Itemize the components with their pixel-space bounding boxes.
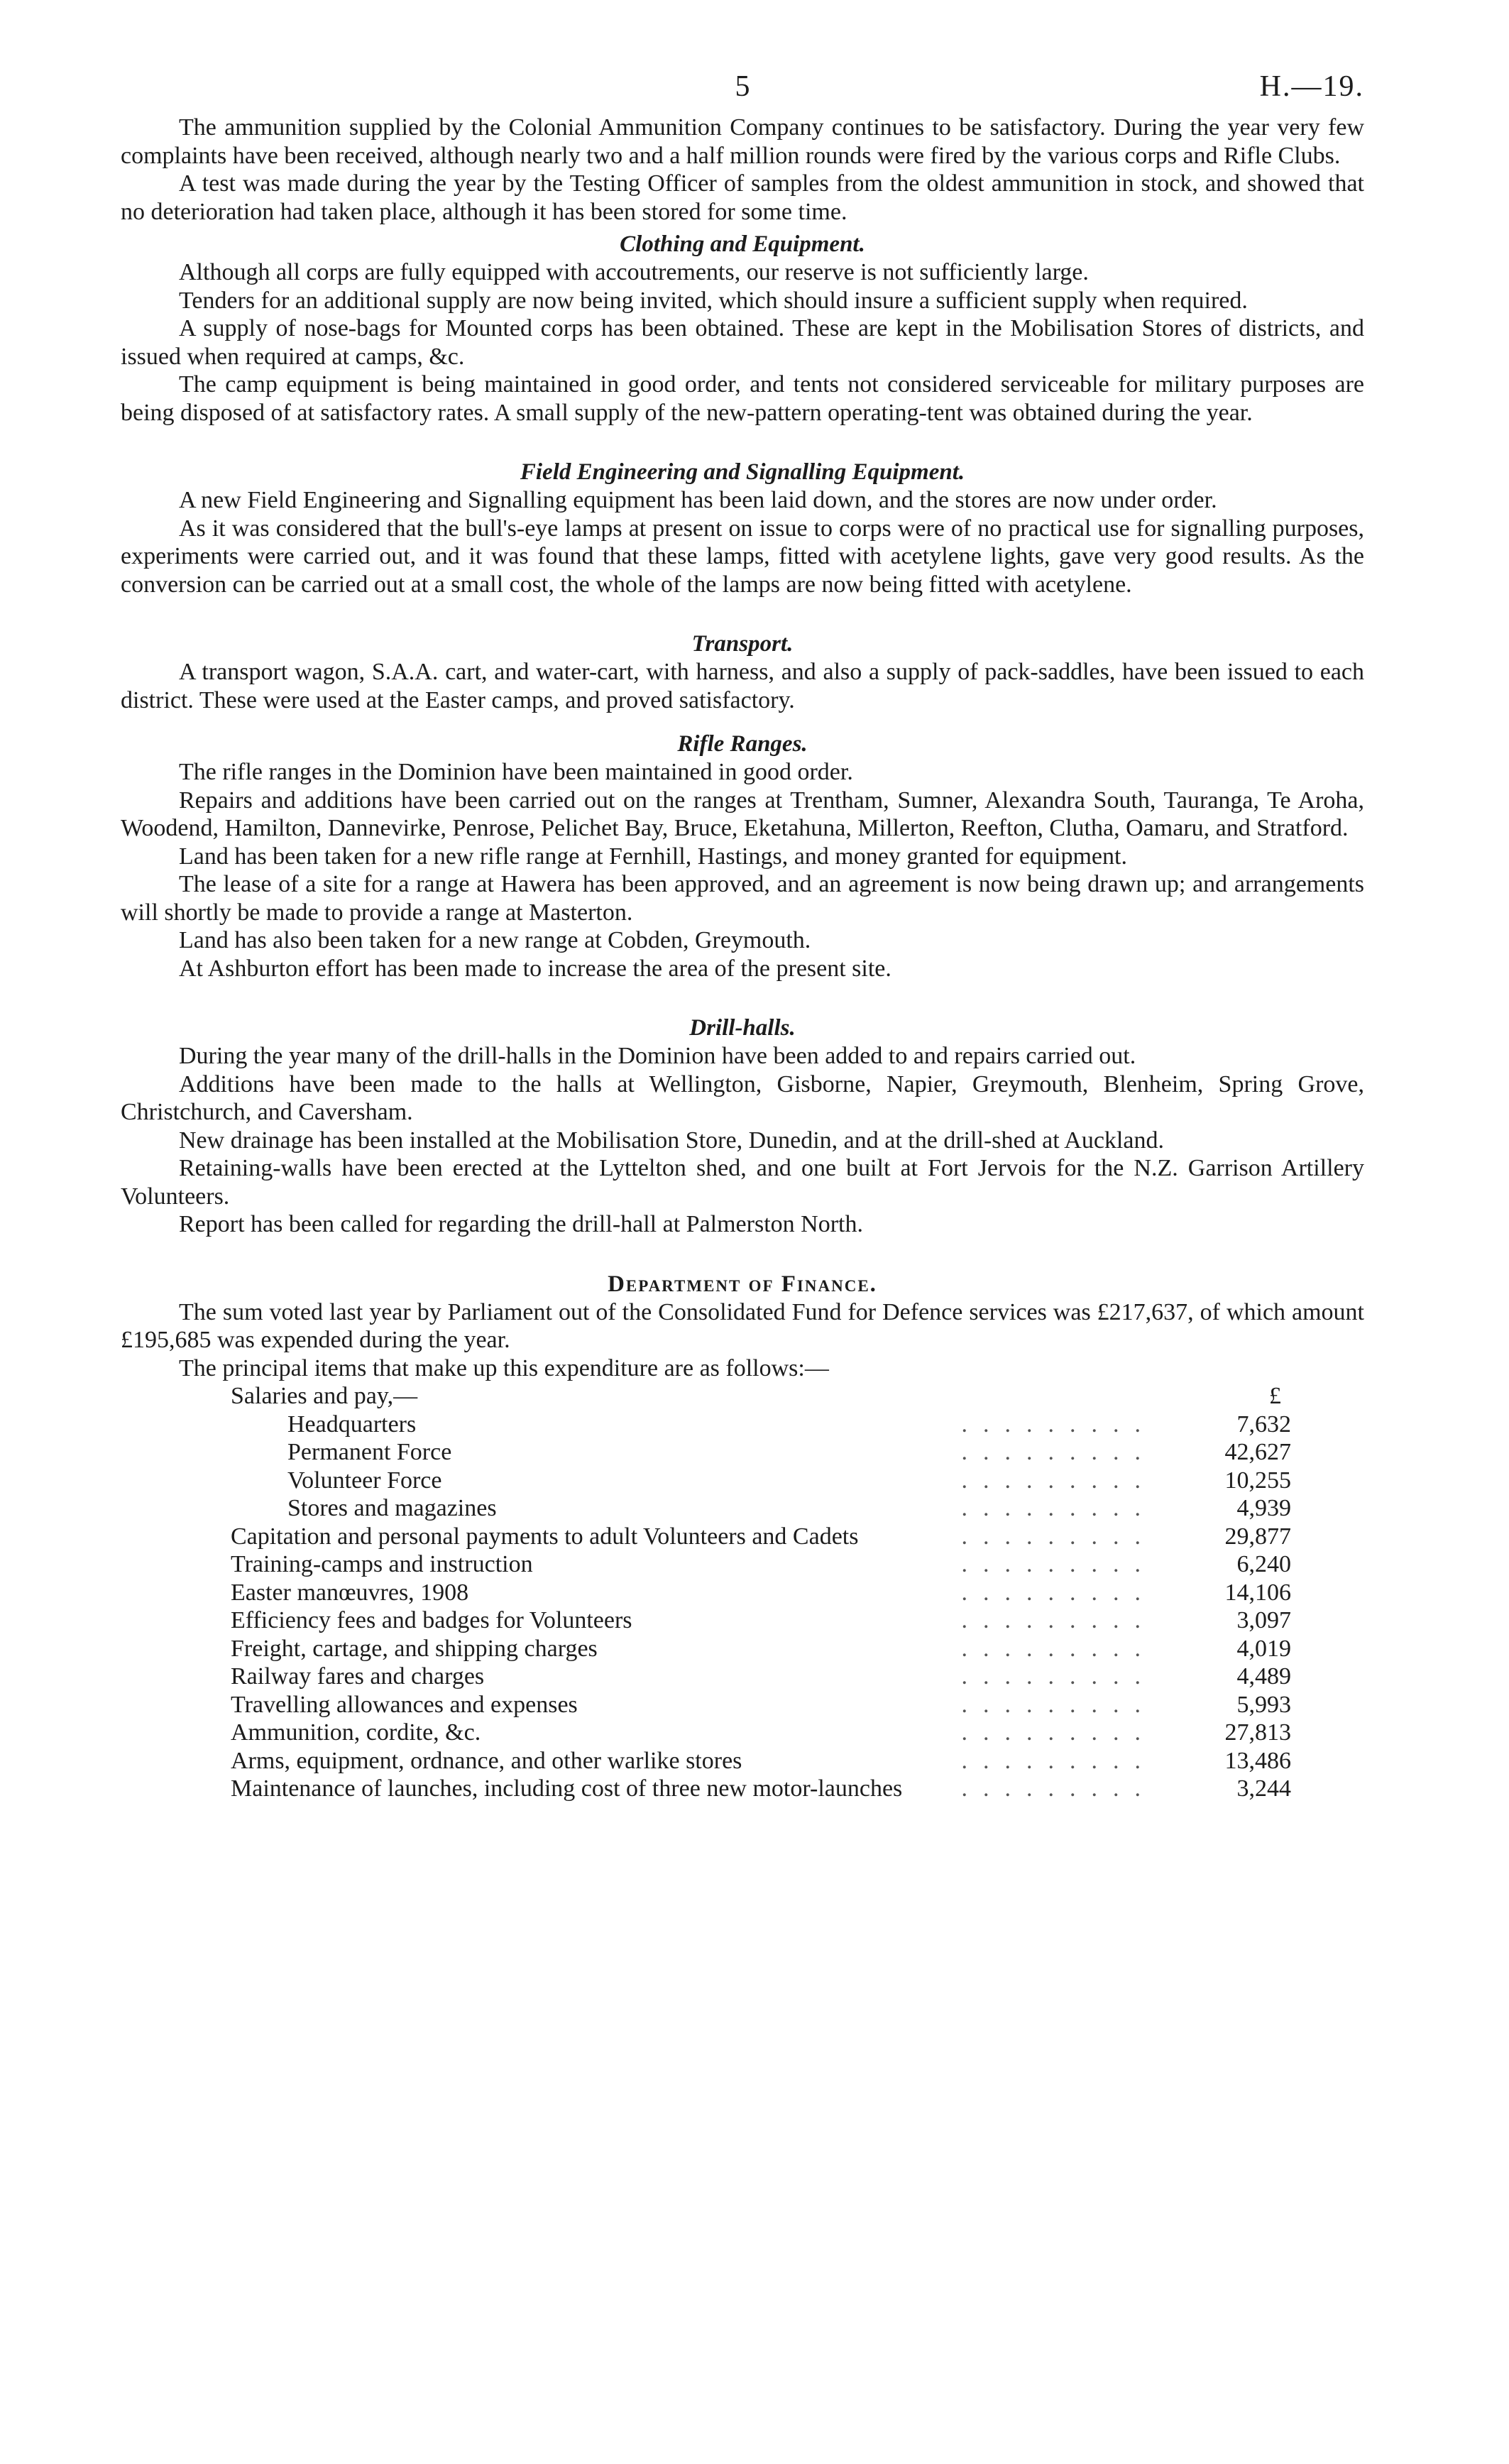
table-row: ......... Railway fares and charges 4,489 <box>231 1663 1291 1690</box>
table-row <box>231 1382 1291 1411</box>
section-heading: Department of Finance. <box>608 1271 877 1297</box>
paragraph: The lease of a site for a range at Hawera has been approved, and an agreement is now being drawn up; and arrangements will shortly be made to provide a range at Masterton. <box>121 871 1364 926</box>
section-heading: Transport. <box>691 631 794 657</box>
expenditure-label: Ammunition, cordite, &c. <box>231 1719 488 1746</box>
expenditure-label: Permanent Force <box>287 1439 459 1465</box>
paragraph: A transport wagon, S.A.A. cart, and water-cart, with harness, and also a supply of pack-saddles, have been issued to each district. These were used at the Easter camps, and proved satisfactory. <box>121 659 1364 713</box>
clothing-equipment-section <box>121 230 1364 427</box>
paragraph: The sum voted last year by Parliament out of the Consolidated Fund for Defence services was £217,637, of which amount £195,685 was expended during the year. <box>121 1298 1364 1353</box>
paragraph: Additions have been made to the halls at Wellington, Gisborne, Napier, Greymouth, Blenheim, Spring Grove, Christchurch, and Caversham. <box>121 1071 1364 1125</box>
paragraph: The principal items that make up this expenditure are as follows:— <box>179 1354 829 1381</box>
paragraph: Report has been called for regarding the drill-hall at Palmerston North. <box>179 1211 863 1237</box>
table-row: ......... Efficiency fees and badges for Volunteers 3,097 <box>231 1607 1291 1633</box>
expenditure-label: Maintenance of launches, including cost of three new motor-launches <box>231 1775 909 1802</box>
section-heading: Rifle Ranges. <box>677 731 808 757</box>
table-row: ......... Training-camps and instruction 6,240 <box>231 1551 1291 1577</box>
expenditure-amount: 3,097 <box>1236 1607 1291 1633</box>
ammunition-section <box>121 114 1364 226</box>
table-row: ......... Maintenance of launches, including cost of three new motor-launches 3,244 <box>231 1775 1291 1802</box>
expenditure-label: Arms, equipment, ordnance, and other warlike stores <box>231 1748 749 1774</box>
expenditure-amount: 4,939 <box>1236 1495 1291 1521</box>
section-heading: Drill-halls. <box>689 1015 796 1041</box>
paragraph: A test was made during the year by the Testing Officer of samples from the oldest ammunition in stock, and showed that no deterioration had taken place, although it has been stored for some time. <box>121 170 1364 225</box>
expenditure-amount: 4,489 <box>1236 1663 1291 1690</box>
expenditure-label: Freight, cartage, and shipping charges <box>231 1636 605 1662</box>
table-row: ......... Ammunition, cordite, &c. 27,813 <box>231 1719 1291 1746</box>
expenditure-amount: 6,240 <box>1236 1551 1291 1577</box>
expenditure-amount: 14,106 <box>1224 1579 1291 1606</box>
expenditure-amount: 13,486 <box>1224 1747 1291 1774</box>
expenditure-table <box>231 1382 1291 1803</box>
expenditure-label: Capitation and personal payments to adult Volunteers and Cadets <box>231 1523 865 1550</box>
document-page <box>121 64 1364 1803</box>
expenditure-label: Volunteer Force <box>287 1467 449 1494</box>
expenditure-amount: 3,244 <box>1236 1775 1291 1802</box>
expenditure-label: Railway fares and charges <box>231 1663 491 1690</box>
expenditure-amount: 4,019 <box>1236 1635 1291 1662</box>
field-engineering-section <box>121 458 1364 598</box>
paragraph: The camp equipment is being maintained in good order, and tents not considered serviceable for military purposes are being disposed of at satisfactory rates. A small supply of the new-pattern operating-tent was obtained during the year. <box>121 371 1364 426</box>
rifle-ranges-section <box>121 730 1364 982</box>
finance-section <box>121 1270 1364 1803</box>
table-row: ......... Travelling allowances and expenses 5,993 <box>231 1691 1291 1718</box>
section-heading: Field Engineering and Signalling Equipment. <box>520 459 965 485</box>
expenditure-label: Headquarters <box>287 1411 423 1438</box>
expenditure-label: Easter manœuvres, 1908 <box>231 1579 476 1606</box>
paragraph: A supply of nose-bags for Mounted corps has been obtained. These are kept in the Mobilisation Stores of districts, and issued when required at camps, &c. <box>121 315 1364 370</box>
paragraph: Repairs and additions have been carried out on the ranges at Trentham, Sumner, Alexandra South, Tauranga, Te Aroha, Woodend, Hamilton, Dannevirke, Penrose, Pelichet Bay, Bruce, Eketahuna, Millerton, Reefton, Clutha, Oamaru, and Stratford. <box>121 787 1364 841</box>
paragraph: Land has been taken for a new rifle range at Fernhill, Hastings, and money granted for equipment. <box>179 843 1127 870</box>
expenditure-label: Travelling allowances and expenses <box>231 1692 585 1718</box>
table-row: ......... Headquarters 7,632 <box>287 1411 1291 1438</box>
expenditure-amount: 27,813 <box>1224 1719 1291 1746</box>
paragraph: Although all corps are fully equipped with accoutrements, our reserve is not sufficiently large. <box>179 259 1089 285</box>
paragraph: Tenders for an additional supply are now being invited, which should insure a sufficient supply when required. <box>179 287 1248 314</box>
expenditure-label: Efficiency fees and badges for Volunteers <box>231 1607 640 1633</box>
page-header <box>121 64 1364 114</box>
table-row: ......... Stores and magazines 4,939 <box>287 1495 1291 1521</box>
paragraph: As it was considered that the bull's-eye lamps at present on issue to corps were of no practical use for signalling purposes, experiments were carried out, and it was found that these lamps, fitted with acetylene lights, gave very good results. As the conversion can be carried out at a small cost, the whole of the lamps are now being fitted with acetylene. <box>121 515 1364 598</box>
transport-section <box>121 630 1364 714</box>
paragraph: At Ashburton effort has been made to increase the area of the present site. <box>179 955 891 982</box>
expenditure-group-label: Salaries and pay,— <box>231 1383 418 1409</box>
currency-symbol: £ <box>1269 1383 1281 1409</box>
paragraph: Land has also been taken for a new range at Cobden, Greymouth. <box>179 927 811 953</box>
page-number: 5 <box>735 70 750 103</box>
table-row: ......... Arms, equipment, ordnance, and other warlike stores 13,486 <box>231 1747 1291 1774</box>
paragraph: During the year many of the drill-halls in the Dominion have been added to and repairs carried out. <box>179 1043 1136 1069</box>
table-row: ......... Capitation and personal payments to adult Volunteers and Cadets 29,877 <box>231 1523 1291 1550</box>
paragraph: New drainage has been installed at the Mobilisation Store, Dunedin, and at the drill-shed at Auckland. <box>179 1127 1164 1154</box>
paragraph: Retaining-walls have been erected at the Lyttelton shed, and one built at Fort Jervois for the N.Z. Garrison Artillery Volunteers. <box>121 1155 1364 1210</box>
drill-halls-section <box>121 1014 1364 1239</box>
expenditure-label: Stores and magazines <box>287 1495 504 1521</box>
expenditure-amount: 7,632 <box>1236 1411 1291 1438</box>
paragraph: The rifle ranges in the Dominion have been maintained in good order. <box>179 759 853 785</box>
expenditure-amount: 29,877 <box>1224 1523 1291 1550</box>
paragraph: A new Field Engineering and Signalling equipment has been laid down, and the stores are now under order. <box>179 487 1217 513</box>
expenditure-label: Training-camps and instruction <box>231 1551 540 1577</box>
table-row: ......... Volunteer Force 10,255 <box>287 1467 1291 1494</box>
expenditure-amount: 42,627 <box>1224 1439 1291 1465</box>
document-reference: H.—19. <box>1259 70 1364 103</box>
expenditure-amount: 5,993 <box>1236 1691 1291 1718</box>
table-row: ......... Easter manœuvres, 1908 14,106 <box>231 1579 1291 1606</box>
section-heading: Clothing and Equipment. <box>620 231 865 257</box>
expenditure-amount: 10,255 <box>1224 1467 1291 1494</box>
table-row: ......... Freight, cartage, and shipping charges 4,019 <box>231 1635 1291 1662</box>
paragraph: The ammunition supplied by the Colonial Ammunition Company continues to be satisfactory. During the year very few complaints have been received, although nearly two and a half million rounds were fired by the various corps and Rifle Clubs. <box>121 114 1364 169</box>
table-row: ......... Permanent Force 42,627 <box>287 1439 1291 1465</box>
